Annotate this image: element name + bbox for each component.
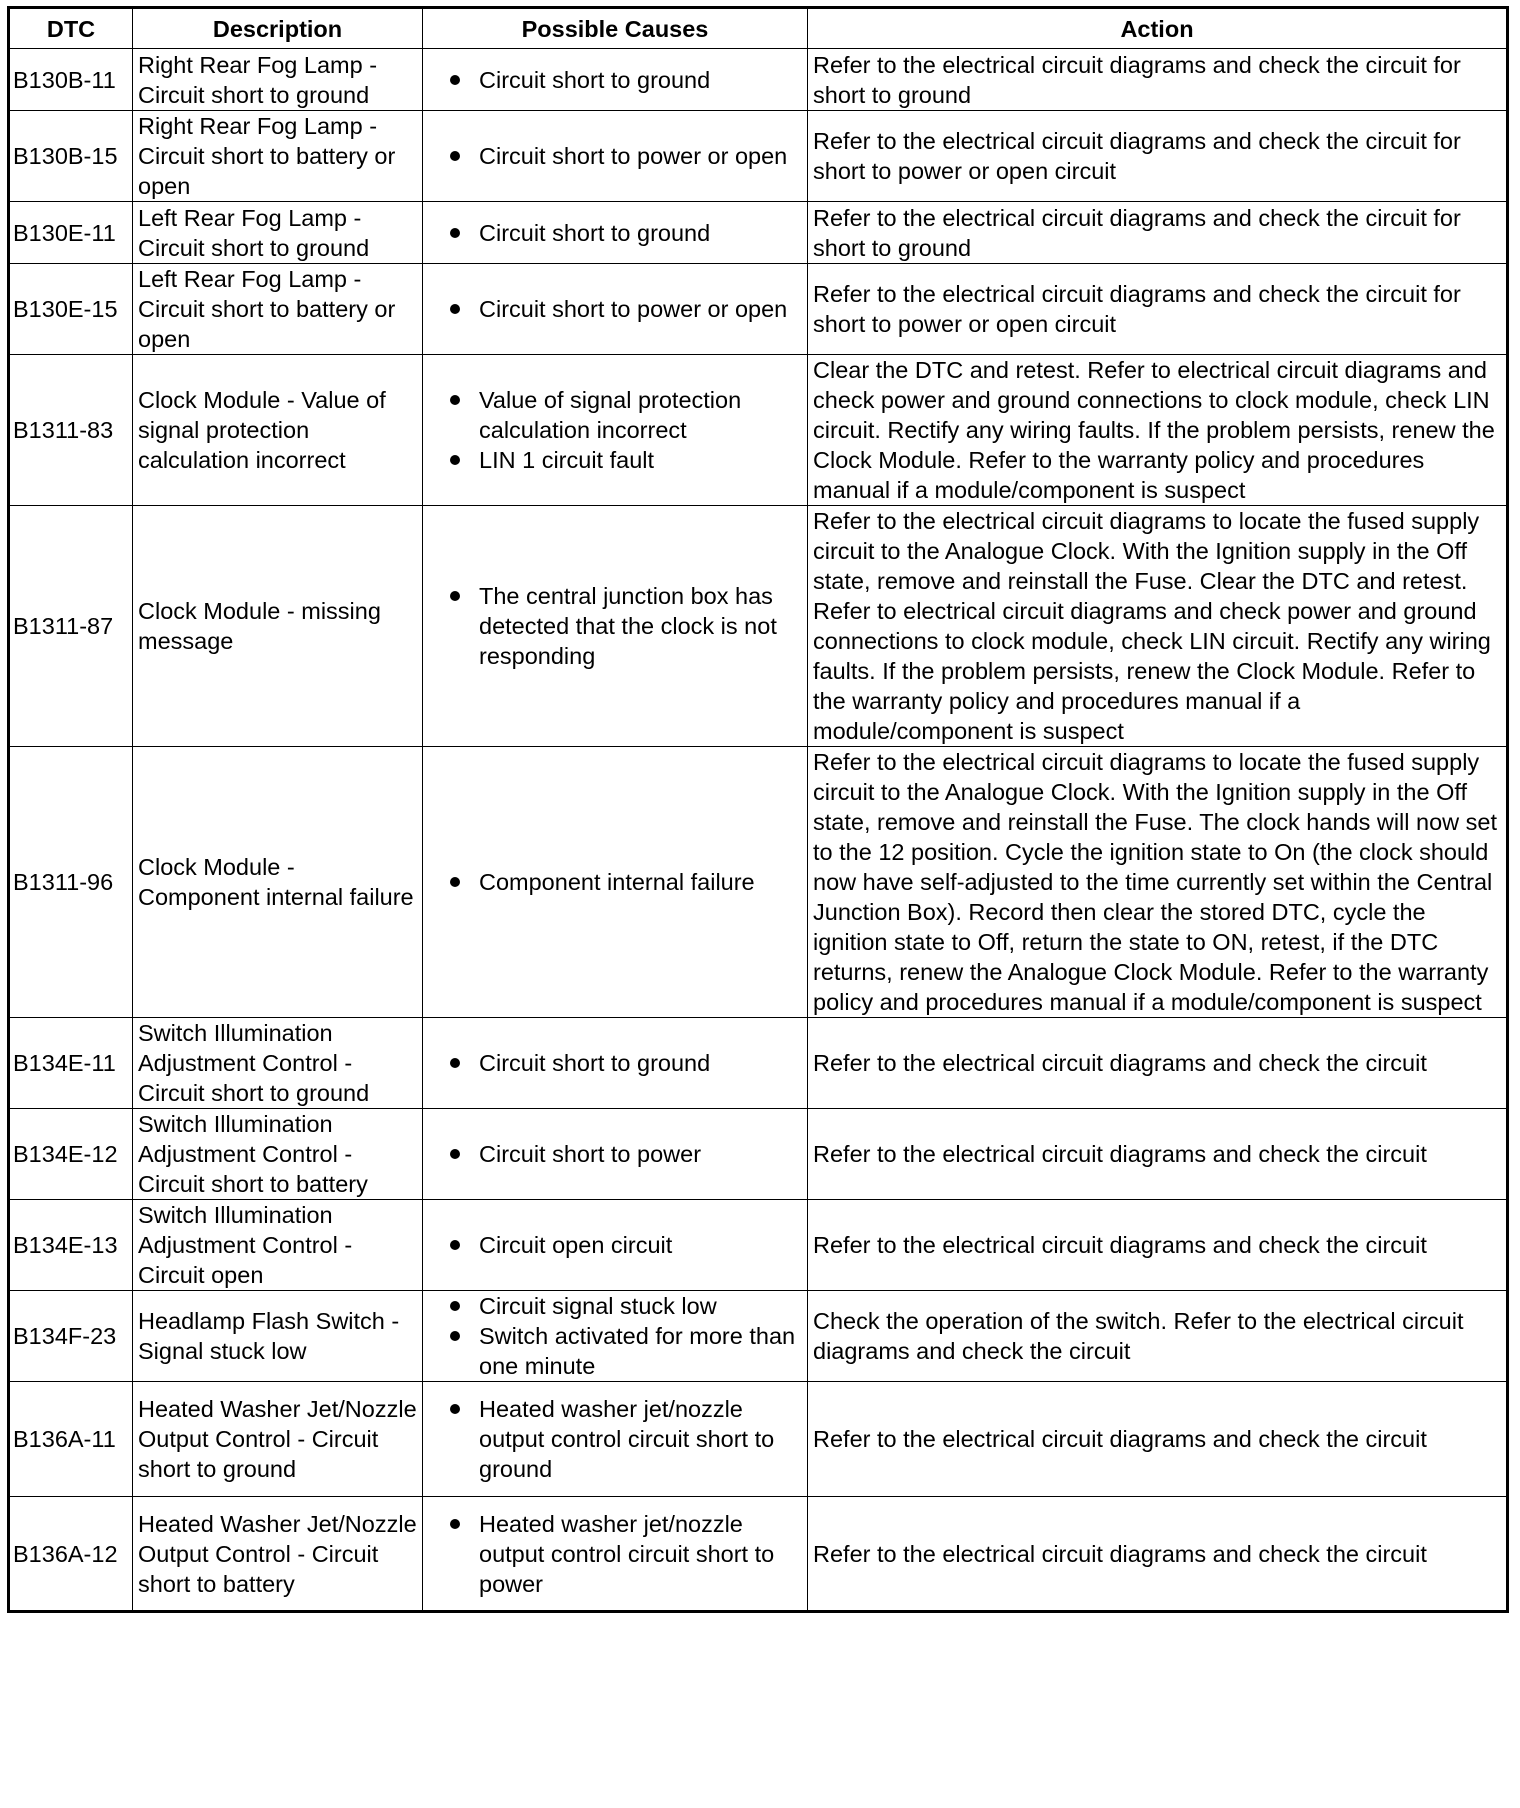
possible-causes-list xyxy=(428,65,803,95)
table-row xyxy=(9,1200,1508,1291)
action-text: Clear the DTC and retest. Refer to electrical circuit diagrams and check power and ground connections to clock module, check LIN circuit. Rectify any wiring faults. If the problem persists, renew the Clock Module. Refer to the warranty policy and procedures manual if a module/component is suspect xyxy=(808,355,1508,506)
possible-causes-cell xyxy=(423,202,808,264)
action-text: Refer to the electrical circuit diagrams and check the circuit xyxy=(808,1497,1508,1612)
dtc-description: Heated Washer Jet/Nozzle Output Control - Circuit short to battery xyxy=(133,1497,423,1612)
table-header-row xyxy=(9,8,1508,49)
table-row xyxy=(9,747,1508,1018)
possible-causes-cell xyxy=(423,1018,808,1109)
dtc-description: Right Rear Fog Lamp - Circuit short to ground xyxy=(133,49,423,111)
dtc-description: Switch Illumination Adjustment Control - Circuit open xyxy=(133,1200,423,1291)
possible-cause-item: Circuit short to ground xyxy=(428,1048,803,1078)
possible-causes-list xyxy=(428,385,803,475)
possible-causes-list xyxy=(428,867,803,897)
table-row xyxy=(9,111,1508,202)
dtc-code: B136A-12 xyxy=(9,1497,133,1612)
possible-causes-cell xyxy=(423,747,808,1018)
possible-cause-item: Value of signal protection calculation incorrect xyxy=(428,385,803,445)
dtc-description: Switch Illumination Adjustment Control - Circuit short to battery xyxy=(133,1109,423,1200)
dtc-code: B1311-83 xyxy=(9,355,133,506)
action-text: Refer to the electrical circuit diagrams and check the circuit xyxy=(808,1382,1508,1497)
dtc-code: B134E-13 xyxy=(9,1200,133,1291)
possible-cause-item: Circuit short to ground xyxy=(428,65,803,95)
possible-causes-list xyxy=(428,294,803,324)
possible-causes-cell xyxy=(423,49,808,111)
possible-cause-item: Circuit signal stuck low xyxy=(428,1291,803,1321)
action-text: Refer to the electrical circuit diagrams to locate the fused supply circuit to the Analogue Clock. With the Ignition supply in the Off state, remove and reinstall the Fuse. The clock hands will now set to the 12 position. Cycle the ignition state to On (the clock should now have self-adjusted to the time currently set within the Central Junction Box). Record then clear the stored DTC, cycle the ignition state to Off, return the state to ON, retest, if the DTC returns, renew the Analogue Clock Module. Refer to the warranty policy and procedures manual if a module/component is suspect xyxy=(808,747,1508,1018)
dtc-code: B130E-11 xyxy=(9,202,133,264)
table-row xyxy=(9,1018,1508,1109)
action-text: Refer to the electrical circuit diagrams to locate the fused supply circuit to the Analogue Clock. With the Ignition supply in the Off state, remove and reinstall the Fuse. Clear the DTC and retest. Refer to electrical circuit diagrams and check power and ground connections to clock module, check LIN circuit. Rectify any wiring faults. If the problem persists, renew the Clock Module. Refer to the warranty policy and procedures manual if a module/component is suspect xyxy=(808,506,1508,747)
table-row xyxy=(9,49,1508,111)
dtc-code: B1311-96 xyxy=(9,747,133,1018)
table-row xyxy=(9,1382,1508,1497)
table-row xyxy=(9,264,1508,355)
possible-causes-cell xyxy=(423,1109,808,1200)
possible-cause-item: The central junction box has detected that the clock is not responding xyxy=(428,581,803,671)
table-body xyxy=(9,49,1508,1612)
dtc-description: Left Rear Fog Lamp - Circuit short to ground xyxy=(133,202,423,264)
header-description: Description xyxy=(133,8,423,49)
possible-cause-item: Circuit short to power or open xyxy=(428,294,803,324)
table-row xyxy=(9,506,1508,747)
possible-cause-item: Circuit short to ground xyxy=(428,218,803,248)
action-text: Refer to the electrical circuit diagrams and check the circuit xyxy=(808,1109,1508,1200)
table-row xyxy=(9,1497,1508,1612)
possible-causes-list xyxy=(428,1139,803,1169)
table-row xyxy=(9,355,1508,506)
possible-causes-list xyxy=(428,1394,803,1484)
possible-causes-list xyxy=(428,141,803,171)
action-text: Refer to the electrical circuit diagrams and check the circuit xyxy=(808,1018,1508,1109)
possible-causes-cell xyxy=(423,1382,808,1497)
dtc-description: Heated Washer Jet/Nozzle Output Control - Circuit short to ground xyxy=(133,1382,423,1497)
possible-causes-cell xyxy=(423,1291,808,1382)
possible-cause-item: Heated washer jet/nozzle output control circuit short to ground xyxy=(428,1394,803,1484)
possible-causes-cell xyxy=(423,355,808,506)
possible-causes-list xyxy=(428,1291,803,1381)
possible-causes-list xyxy=(428,1048,803,1078)
header-possible-causes: Possible Causes xyxy=(423,8,808,49)
possible-cause-item: Circuit short to power or open xyxy=(428,141,803,171)
table-row xyxy=(9,1291,1508,1382)
possible-causes-cell xyxy=(423,111,808,202)
possible-causes-cell xyxy=(423,1200,808,1291)
dtc-code: B1311-87 xyxy=(9,506,133,747)
dtc-code: B130B-15 xyxy=(9,111,133,202)
dtc-code: B134E-11 xyxy=(9,1018,133,1109)
possible-cause-item: Heated washer jet/nozzle output control circuit short to power xyxy=(428,1509,803,1599)
dtc-description: Clock Module - Component internal failure xyxy=(133,747,423,1018)
action-text: Refer to the electrical circuit diagrams and check the circuit for short to power or open circuit xyxy=(808,111,1508,202)
dtc-code: B130B-11 xyxy=(9,49,133,111)
dtc-description: Headlamp Flash Switch - Signal stuck low xyxy=(133,1291,423,1382)
dtc-description: Clock Module - Value of signal protection calculation incorrect xyxy=(133,355,423,506)
header-action: Action xyxy=(808,8,1508,49)
possible-cause-item: LIN 1 circuit fault xyxy=(428,445,803,475)
header-dtc: DTC xyxy=(9,8,133,49)
possible-causes-list xyxy=(428,1230,803,1260)
possible-causes-list xyxy=(428,581,803,671)
action-text: Check the operation of the switch. Refer to the electrical circuit diagrams and check the circuit xyxy=(808,1291,1508,1382)
possible-causes-cell xyxy=(423,264,808,355)
action-text: Refer to the electrical circuit diagrams and check the circuit for short to power or open circuit xyxy=(808,264,1508,355)
dtc-description: Clock Module - missing message xyxy=(133,506,423,747)
dtc-code: B130E-15 xyxy=(9,264,133,355)
dtc-table xyxy=(7,6,1509,1613)
dtc-code: B136A-11 xyxy=(9,1382,133,1497)
action-text: Refer to the electrical circuit diagrams and check the circuit for short to ground xyxy=(808,49,1508,111)
possible-causes-cell xyxy=(423,506,808,747)
possible-cause-item: Component internal failure xyxy=(428,867,803,897)
dtc-code: B134E-12 xyxy=(9,1109,133,1200)
table-row xyxy=(9,202,1508,264)
possible-causes-cell xyxy=(423,1497,808,1612)
possible-cause-item: Switch activated for more than one minute xyxy=(428,1321,803,1381)
possible-causes-list xyxy=(428,218,803,248)
possible-cause-item: Circuit open circuit xyxy=(428,1230,803,1260)
possible-causes-list xyxy=(428,1509,803,1599)
dtc-description: Left Rear Fog Lamp - Circuit short to battery or open xyxy=(133,264,423,355)
possible-cause-item: Circuit short to power xyxy=(428,1139,803,1169)
action-text: Refer to the electrical circuit diagrams and check the circuit for short to ground xyxy=(808,202,1508,264)
action-text: Refer to the electrical circuit diagrams and check the circuit xyxy=(808,1200,1508,1291)
dtc-code: B134F-23 xyxy=(9,1291,133,1382)
dtc-description: Right Rear Fog Lamp - Circuit short to battery or open xyxy=(133,111,423,202)
dtc-description: Switch Illumination Adjustment Control - Circuit short to ground xyxy=(133,1018,423,1109)
table-row xyxy=(9,1109,1508,1200)
